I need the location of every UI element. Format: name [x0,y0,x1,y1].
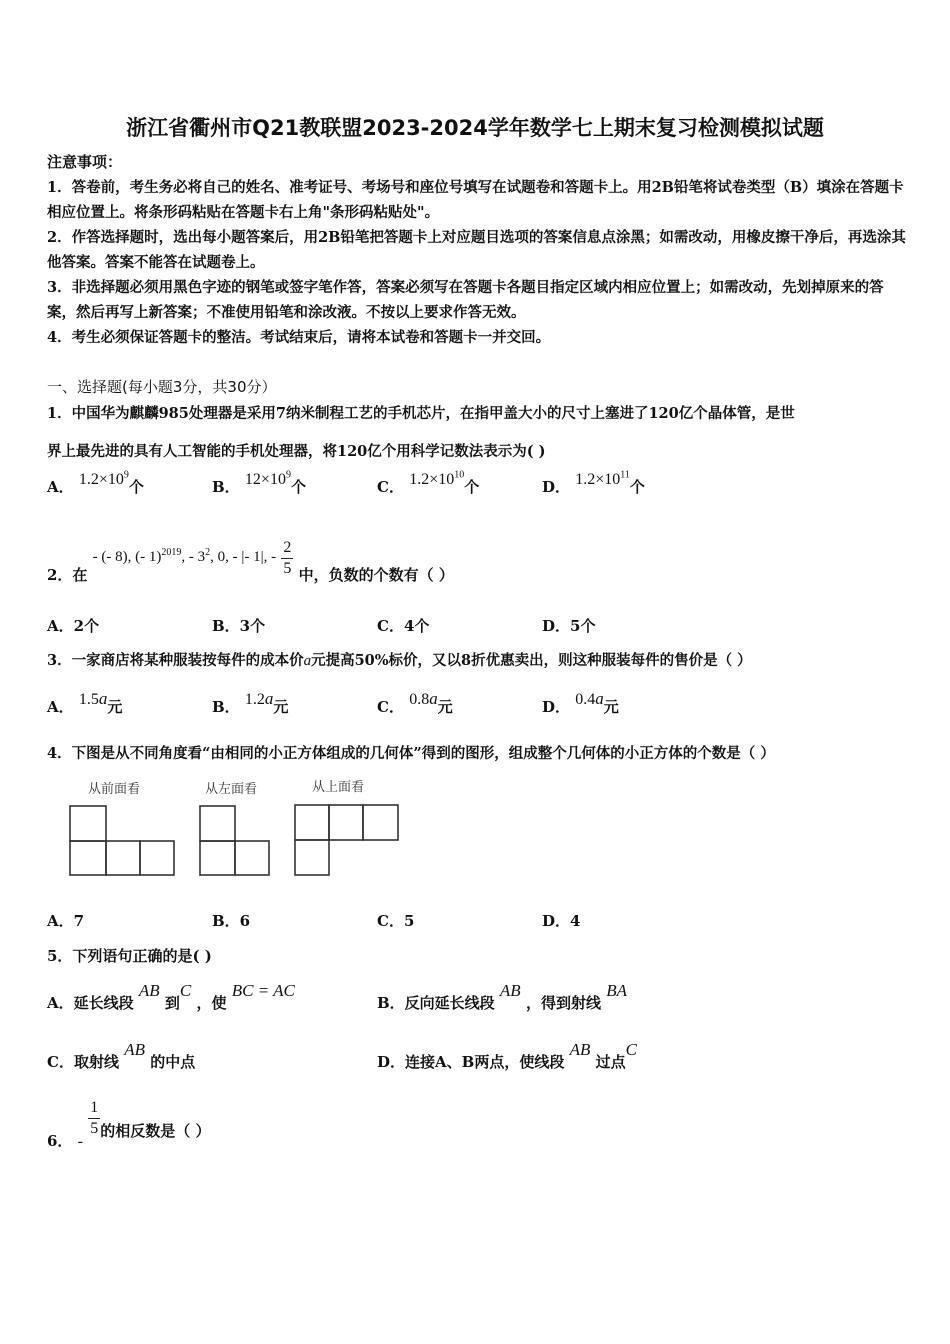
front-view-square [140,841,174,875]
q2-option-b[interactable]: B．3个 [212,617,266,635]
top-view-square [329,805,363,840]
q5-stem: 5．下列语句正确的是( ) [47,947,212,965]
q3-option-b[interactable]: B． 1.2a元 [212,689,289,716]
q5-option-b[interactable]: B．反向延长线段 AB ，得到射线 BA [377,981,627,1012]
q3-option-c[interactable]: C． 0.8a元 [377,689,453,716]
q4-option-c[interactable]: C．5 [377,912,415,930]
q1-line2: 界上最先进的具有人工智能的手机处理器，将120亿个用科学记数法表示为( ) [47,443,546,460]
q2-fraction: $\frac{2}{5}$ [283,539,292,577]
q1-option-a[interactable]: A． $1.2\times 10^9$个 [47,469,144,496]
left-view-square [200,841,235,875]
q6-stem: 6． - $\frac{1}{5}$ 的相反数是（ ） [47,1099,211,1150]
label-left-view: 从左面看 [205,782,258,797]
top-view-square [363,805,398,840]
note-item-3: 3．非选择题必须用黑色字迹的钢笔或签字笔作答，答案必须写在答题卡各题目指定区域内相应位置上；如需改动，先划掉原来的答案，然后再写上新答案；不准使用铅笔和涂改液。不按以上要求作答无效。 [47,279,884,321]
q2-option-d[interactable]: D．5个 [542,617,596,635]
note-item-2: 2．作答选择题时，选出每小题答案后，用2B铅笔把答题卡上对应题目选项的答案信息点涂黑；如需改动，用橡皮擦干净后，再选涂其他答案。答案不能答在试题卷上。 [47,229,906,271]
q5-option-a[interactable]: A．延长线段 AB 到C ，使 BC = AC [47,981,295,1012]
note-item-1: 1．答卷前，考生务必将自己的姓名、准考证号、考场号和座位号填写在试题卷和答题卡上。用2B铅笔将试卷类型（B）填涂在答题卡相应位置上。将条形码粘贴在答题卡右上角"条形码粘贴处"。 [47,179,904,221]
q5-option-d[interactable]: D．连接A、B两点，使线段 AB 过点C [377,1040,637,1071]
label-top-view: 从上面看 [312,780,365,795]
left-view-square [235,841,269,875]
front-view-square [106,841,140,875]
note-item-4: 4．考生必须保证答题卡的整洁。考试结束后，请将本试卷和答题卡一并交回。 [47,329,551,346]
notes-heading: 注意事项： [47,153,123,171]
q1-option-c[interactable]: C． $1.2\times 10^{10}$个 [377,469,480,496]
front-view-square [70,806,106,841]
q2-option-a[interactable]: A．2个 [47,617,100,635]
q3-option-a[interactable]: A． 1.5a元 [47,689,123,716]
q1-option-b[interactable]: B． $12\times 10^9$个 [212,469,306,496]
q4-option-d[interactable]: D．4 [542,912,581,930]
q4-option-a[interactable]: A．7 [47,912,85,930]
q4-option-b[interactable]: B．6 [212,912,251,930]
page-title: 浙江省衢州市Q21教联盟2023-2024学年数学七上期末复习检测模拟试题 [126,116,824,140]
left-view-square [200,806,235,841]
top-view-square [295,840,329,875]
top-view-square [295,805,329,840]
q2-option-c[interactable]: C．4个 [377,617,430,635]
q2-stem: 2．在 - (- 8), (- 1)$^{2019}$, - $3^2$, 0, - |- 1|, - $\frac{2}{5}$ 中，负数的个数有（ ） [47,539,454,584]
q3-option-d[interactable]: D． 0.4a元 [542,689,619,716]
label-front-view: 从前面看 [88,782,141,797]
q1-option-d[interactable]: D． $1.2\times 10^{11}$个 [542,469,645,496]
q6-fraction: $\frac{1}{5}$ [90,1099,99,1137]
section-heading: 一、选择题(每小题3分，共30分） [47,378,277,396]
front-view-square [70,841,106,875]
q2-expression: - (- 8), (- 1)$^{2019}$, - $3^2$, 0, - |- 1|, - [92,546,277,565]
q5-option-c[interactable]: C．取射线 AB 的中点 [47,1040,196,1071]
q1-line1: 1．中国华为麒麟985处理器是采用7纳米制程工艺的手机芯片，在指甲盖大小的尺寸上塞进了120亿个晶体管，是世 [47,405,795,422]
q3-stem: 3．一家商店将某种服装按每件的成本价a元提高50%标价，又以8折优惠卖出，则这种服装每件的售价是（ ） [47,652,752,669]
q4-stem: 4．下图是从不同角度看“由相同的小正方体组成的几何体”得到的图形，组成整个几何体的小正方体的个数是（ ） [47,745,775,762]
